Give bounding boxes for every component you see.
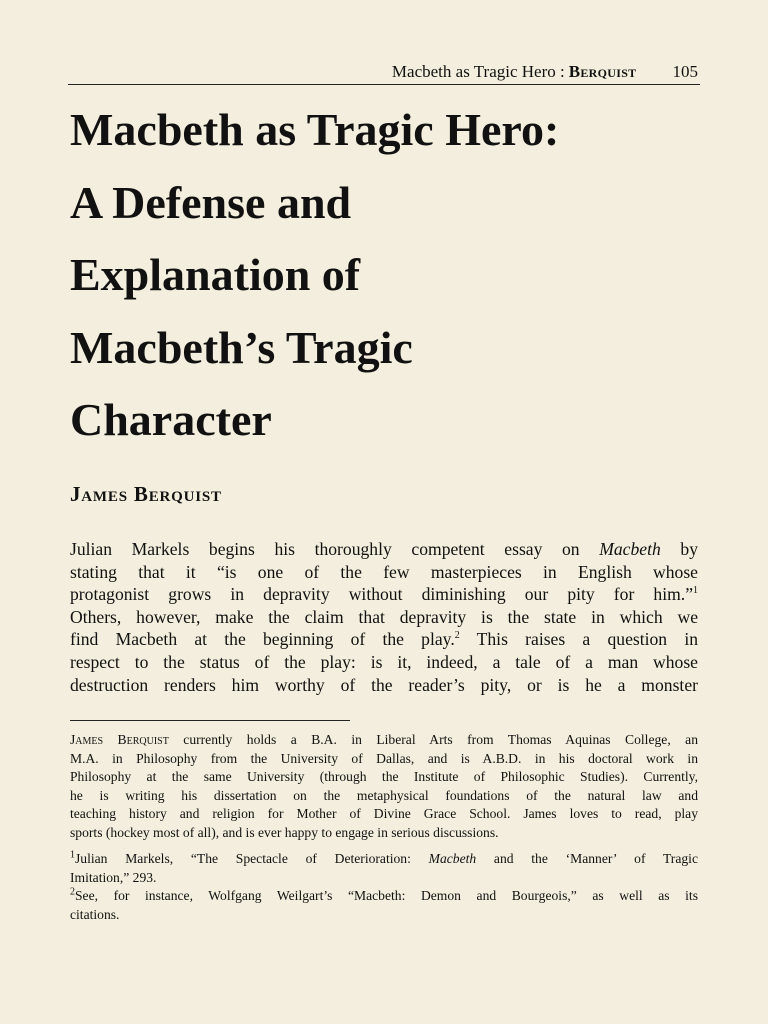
title-line: A Defense and (70, 176, 352, 228)
title-line: Explanation of (70, 249, 361, 300)
body-line: stating that it “is one of the few masterpieces in English whose (70, 561, 698, 582)
article-title (70, 94, 710, 457)
body-line (70, 583, 698, 606)
footnote-1 (70, 850, 698, 869)
running-head-author: Berquist (568, 62, 637, 81)
footnote-mark: 1 (70, 849, 75, 861)
footnotes (70, 731, 698, 924)
footnote-rule (70, 720, 350, 721)
bio-line (70, 731, 698, 750)
body-line (70, 628, 698, 651)
running-head-title: Macbeth as Tragic Hero : (391, 62, 565, 81)
footnote-text-segment: and the ‘Manner’ of Tragic (493, 851, 698, 866)
bio-name: James Berquist (70, 732, 169, 747)
body-line: destruction renders him worthy of the reader’s pity, or is he a monster (70, 674, 698, 695)
bio-line: teaching history and religion for Mother of Divine Grace School. James loves to read, play (70, 806, 698, 821)
header-rule (68, 84, 700, 85)
title-line: Character (70, 394, 272, 445)
body-text-segment: This raises a question in (459, 629, 698, 650)
footnote-text-segment: See, for instance, Wolfgang Weilgart’s “Macbeth: Demon and Bourgeois,” as well as its (75, 888, 698, 903)
body-text-segment: protagonist grows in depravity without diminishing our pity for him.” (70, 584, 693, 605)
author-byline: James Berquist (70, 482, 222, 506)
bio-line: he is writing his dissertation on the metaphysical foundations of the natural law and (70, 787, 698, 803)
bio-line: Philosophy at the same University (through the Institute of Philosophic Studies). Currently, (70, 769, 698, 784)
body-paragraph (70, 538, 698, 696)
footnote-ref[interactable]: 2 (454, 630, 460, 642)
title-line: Macbeth’s Tragic (70, 321, 413, 373)
title-line: Macbeth as Tragic Hero: (70, 104, 560, 155)
footnote-2-cont: citations. (70, 906, 120, 922)
page-number: 105 (672, 62, 698, 81)
bio-text-segment: currently holds a B.A. in Liberal Arts from Thomas Aquinas College, an (168, 732, 699, 747)
body-text-segment: find Macbeth at the beginning of the play. (70, 629, 455, 650)
footnote-ref[interactable]: 1 (693, 585, 698, 597)
italic-title: Macbeth (599, 539, 661, 559)
bio-line: sports (hockey most of all), and is ever happy to engage in serious discussions. (70, 824, 499, 840)
body-text-segment: by (680, 539, 698, 559)
footnote-mark: 2 (70, 886, 75, 898)
bio-line: M.A. in Philosophy from the University of Dallas, and is A.B.D. in his doctoral work in (70, 750, 698, 766)
footnote-2 (70, 887, 698, 906)
body-text-segment: Julian Markels begins his thoroughly competent essay on (70, 539, 580, 559)
footnote-text-segment: Julian Markels, “The Spectacle of Deterioration: (75, 851, 411, 866)
italic-title: Macbeth (428, 851, 477, 866)
running-head (70, 61, 698, 83)
body-line: Others, however, make the claim that depravity is the state in which we (70, 606, 698, 627)
body-line: respect to the status of the play: is it, indeed, a tale of a man whose (70, 651, 698, 672)
body-line (70, 538, 698, 561)
footnote-1-cont: Imitation,” 293. (70, 869, 157, 885)
